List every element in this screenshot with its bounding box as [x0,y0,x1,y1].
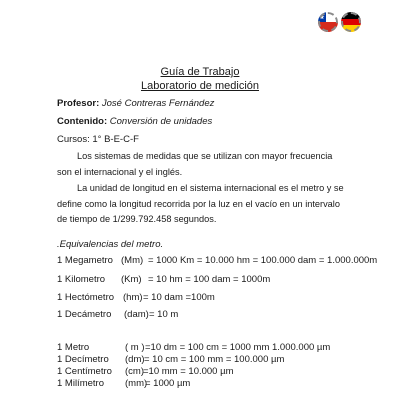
unit-symbol: (Mm) [121,255,144,266]
unit-equivalence: = 10 hm = 100 dam = 1000m [148,274,271,285]
document-title: Guía de Trabajo [160,66,240,78]
contenido-line [57,116,212,127]
unit-symbol: (dm) [125,354,145,365]
unit-symbol: (hm) [123,292,143,303]
unit-equivalence: = 1000 µm [145,378,191,389]
unit-equivalence: = 10 cm = 100 mm = 100.000 µm [144,354,285,365]
unit-name: 1 Megametro [57,255,113,266]
profesor-label: Profesor: [57,98,100,109]
unit-name: 1 Decímetro [57,354,109,365]
unit-symbol: (cm) [125,366,144,377]
unit-equivalence: = 10 m [149,309,179,320]
unit-equivalence: = 1000 Km = 10.000 hm = 100.000 dam = 1.000.000m [148,255,378,266]
paragraph-definition: La unidad de longitud en el sistema internacional es el metro y se define como la longitud recorrida por la luz en el vacío en un intervalo de tiempo de 1/299.792.458 segundos. [57,183,344,224]
unit-name: 1 Centímetro [57,366,112,377]
gear-icon [318,12,338,32]
unit-symbol: (dam) [124,309,149,320]
contenido-value: Conversión de unidades [109,116,213,127]
profesor-line [57,98,214,109]
unit-equivalence: =10 mm = 10.000 µm [143,366,234,377]
paragraph-systems: Los sistemas de medidas que se utilizan con mayor frecuencia son el internacional y el inglés. [57,151,333,177]
gear-icon [341,12,361,32]
unit-name: 1 Metro [57,342,90,353]
cursos-line: Cursos: 1° B-E-C-F [57,134,139,145]
unit-equivalence: = 10 dam =100m [143,292,215,303]
unit-symbol: ( m ) [125,342,145,353]
unit-equivalence: =10 dm = 100 cm = 1000 mm 1.000.000 µm [145,342,331,353]
unit-name: 1 Hectómetro [57,292,115,303]
chile-flag-gear-icon [318,12,338,32]
unit-name: 1 Kilometro [57,274,106,285]
unit-symbol: (Km) [121,274,142,285]
equivalencias-heading: .Equivalencias del metro. [57,239,164,250]
unit-symbol: (mm) [125,378,148,389]
document-subtitle: Laboratorio de medición [140,80,260,92]
unit-name: 1 Decámetro [57,309,112,320]
unit-name: 1 Milímetro [57,378,104,389]
profesor-value: José Contreras Fernández [101,98,215,109]
contenido-label: Contenido: [57,116,108,127]
germany-flag-gear-icon [341,12,361,32]
